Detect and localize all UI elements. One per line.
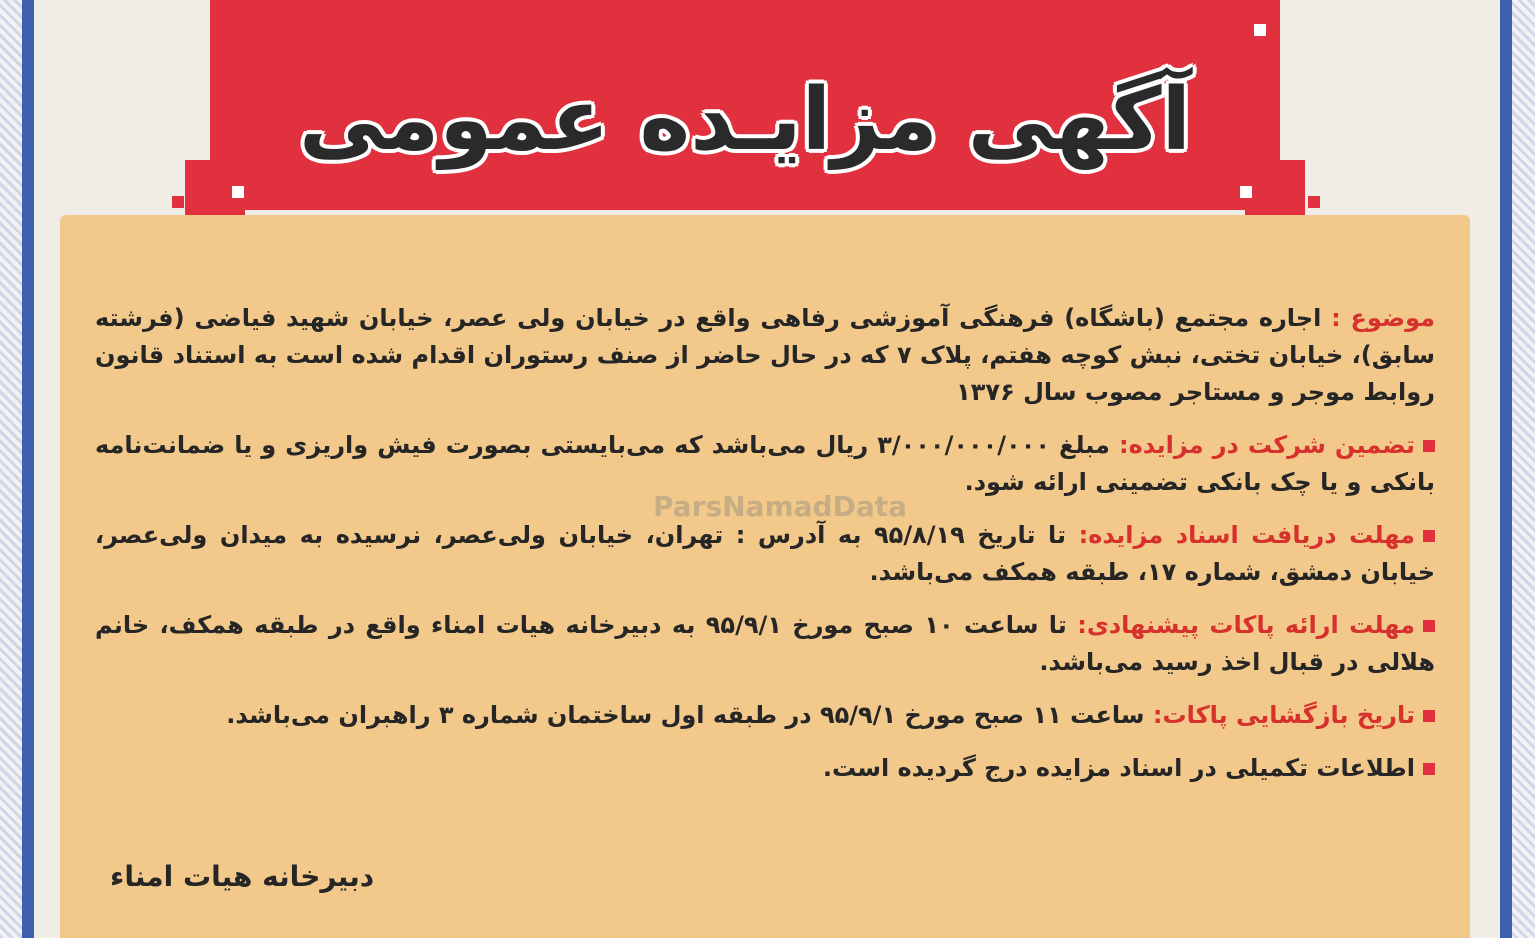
decor-square <box>1240 186 1252 198</box>
bullet-icon <box>1423 440 1435 452</box>
item-text: مبلغ ۳/۰۰۰/۰۰۰/۰۰۰ ریال می‌باشد که می‌بایستی بصورت فیش واریزی و یا ضمانت‌نامه بانکی و یا چک بانکی تضمینی ارائه شود. <box>95 431 1435 496</box>
subject-text: اجاره مجتمع (باشگاه) فرهنگی آموزشی رفاهی واقع در خیابان ولی عصر، خیابان شهید فیاضی (فرشته سابق)، خیابان تختی، نبش کوچه هفتم، پلاک ۷ که در حال حاضر از صنف رستوران اقدام شده است به استناد قانون روابط موجر و مستاجر مصوب سال ۱۳۷۶ <box>95 304 1435 406</box>
item-label: تاریخ بازگشایی پاکات: <box>1152 701 1415 729</box>
bullet-icon <box>1423 530 1435 542</box>
decor-square <box>232 186 244 198</box>
list-item <box>95 607 1435 681</box>
decor-square <box>1308 196 1320 208</box>
subject-paragraph <box>95 300 1435 411</box>
item-text: ساعت ۱۱ صبح مورخ ۹۵/۹/۱ در طبقه اول ساختمان شماره ۳ راهبران می‌باشد. <box>226 701 1145 729</box>
notice-content <box>95 300 1435 803</box>
bullet-icon <box>1423 710 1435 722</box>
list-item <box>95 427 1435 501</box>
subject-label: موضوع : <box>1331 304 1435 332</box>
bullet-icon <box>1423 763 1435 775</box>
signature: دبیرخانه هیات امناء <box>110 860 375 893</box>
item-label: تضمین شرکت در مزایده: <box>1118 431 1416 459</box>
list-item <box>95 697 1435 734</box>
watermark: ParsNamadData <box>653 490 907 523</box>
item-text: اطلاعات تکمیلی در اسناد مزایده درج گردیده است. <box>822 754 1415 782</box>
item-label: مهلت دریافت اسناد مزایده: <box>1078 521 1415 549</box>
item-label: مهلت ارائه پاکات پیشنهادی: <box>1077 611 1415 639</box>
bullet-icon <box>1423 620 1435 632</box>
item-text: تا تاریخ ۹۵/۸/۱۹ به آدرس : تهران، خیابان ولی‌عصر، نرسیده به میدان ولی‌عصر، خیابان دمشق، شماره ۱۷، طبقه همکف می‌باشد. <box>95 521 1435 586</box>
list-item <box>95 517 1435 591</box>
decor-square <box>1254 24 1266 36</box>
item-text: تا ساعت ۱۰ صبح مورخ ۹۵/۹/۱ به دبیرخانه هیات امناء واقع در طبقه همکف، خانم هلالی در قبال اخذ رسید می‌باشد. <box>95 611 1435 676</box>
decor-square <box>172 196 184 208</box>
list-item <box>95 750 1435 787</box>
page-title: آگهی مزایـده عمومی <box>298 70 1192 170</box>
